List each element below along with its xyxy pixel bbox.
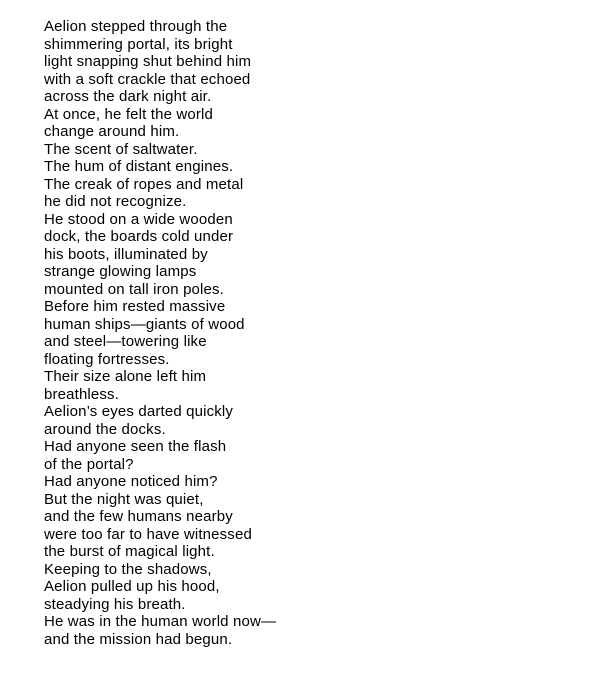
story-line: his boots, illuminated by — [44, 245, 208, 263]
story-line: The hum of distant engines. — [44, 158, 234, 175]
story-line: and the mission had begun. — [44, 630, 233, 648]
story-line: Their size alone left him — [44, 368, 207, 385]
story-line: Aelion pulled up his hood, — [44, 578, 220, 595]
story-line: across the dark night air. — [44, 88, 212, 105]
story-line: Had anyone noticed him? — [44, 473, 218, 490]
story-line: The creak of ropes and metal — [44, 175, 244, 193]
story-line: He was in the human world now— — [44, 613, 277, 630]
story-line: of the portal? — [44, 455, 134, 473]
story-line: and steel—towering like — [44, 333, 207, 350]
story-line: steadying his breath. — [44, 595, 186, 613]
story-line: At once, he felt the world — [44, 105, 213, 123]
story-line: Aelion stepped through the — [44, 18, 228, 35]
story-line: light snapping shut behind him — [44, 53, 252, 70]
story-text-block — [44, 18, 344, 648]
story-line: were too far to have witnessed — [44, 525, 252, 543]
story-line: shimmering portal, its bright — [44, 35, 233, 53]
story-line: The scent of saltwater. — [44, 140, 198, 158]
story-line: Had anyone seen the flash — [44, 438, 227, 455]
story-line: with a soft crackle that echoed — [44, 70, 251, 88]
story-line: But the night was quiet, — [44, 490, 204, 508]
story-line: He stood on a wide wooden — [44, 210, 233, 228]
story-line: Keeping to the shadows, — [44, 560, 212, 578]
story-line: human ships—giants of wood — [44, 315, 245, 333]
story-line: dock, the boards cold under — [44, 228, 234, 245]
story-line: Before him rested massive — [44, 298, 226, 315]
story-line: Aelion’s eyes darted quickly — [44, 403, 234, 420]
story-line: change around him. — [44, 123, 180, 140]
story-line: and the few humans nearby — [44, 508, 233, 525]
story-line: the burst of magical light. — [44, 543, 215, 560]
story-line: strange glowing lamps — [44, 263, 197, 280]
story-line: he did not recognize. — [44, 193, 187, 210]
story-line: mounted on tall iron poles. — [44, 280, 224, 298]
story-line: floating fortresses. — [44, 350, 170, 368]
story-line: around the docks. — [44, 420, 166, 438]
story-line: breathless. — [44, 385, 120, 403]
